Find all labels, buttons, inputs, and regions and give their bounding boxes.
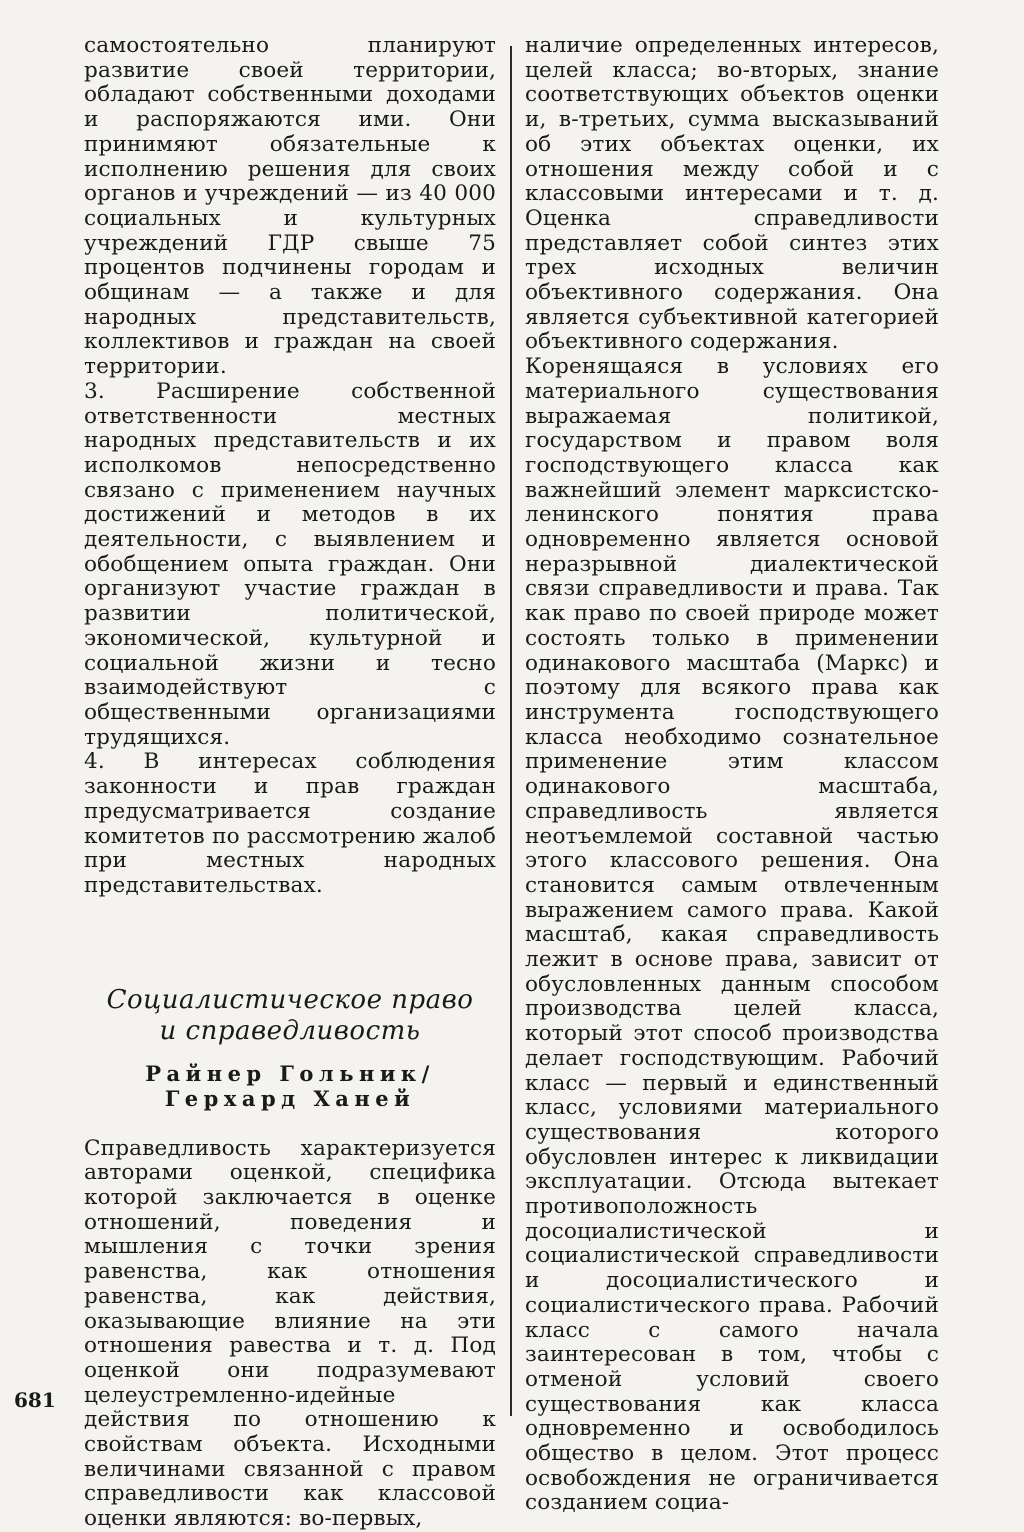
article-authors (84, 1061, 496, 1111)
article-title-line2: и справедливость (159, 1015, 421, 1046)
right-column (525, 34, 939, 1516)
left-column (84, 34, 496, 1532)
right-continuation-paragraph: наличие определенных интересов, целей класса; во-вторых, знание соответствующих объектов оценки и, в-третьих, сумма высказываний об этих объектах оценки, их отношения между собой и с классовыми интересами и т. д. Оценка справедливости представляет собой синтез этих трех исходных величин объективного содержания. Она является субъективной категорией объективного содержания. (525, 33, 939, 355)
page-number: 681 (14, 1388, 56, 1412)
article-heading (84, 985, 496, 1111)
authors-line2: Герхард Ханей (164, 1085, 416, 1111)
left-continuation-paragraph: самостоятельно планируют развитие своей территории, обладают собственными доходами и распоряжаются ими. Они принимяют обязательные к исполнению решения для своих органов и учреждений — из 40 000 социальных и культурных учреждений ГДР свыше 75 процентов подчинены городам и общинам — а также и для народных представительств, коллективов и граждан на своей территории. (84, 33, 496, 380)
list-item-4: 4. В интересах соблюдения законности и прав граждан предусматривается создание комитетов по рассмотрению жалоб при местных народных представительствах. (84, 749, 496, 898)
article-intro-paragraph: Справедливость характеризуется авторами оценкой, специфика которой заключается в оценке отношений, поведения и мышления с точки зрения равенства, как отношения равенства, как действия, оказывающие влияние на эти отношения равества и т. д. Под оценкой они подразумевают целеустремленно-идейные действия по отношению к свойствам объекта. Исходными величинами связанной с правом справедливости как классовой оценки являются: во-первых, (84, 1135, 496, 1532)
column-divider (510, 46, 512, 1416)
article-title-line1: Социалистическое право (106, 984, 474, 1015)
right-main-paragraph: Коренящаяся в условиях его материального существования выражаемая политикой, государством и правом воля господствующего класса как важнейший элемент марксистско-ленинского понятия права одновременно является основой неразрывной диалектической связи справедливости и права. Так как право по своей природе может состоять только в применении одинакового масштаба (Маркс) и поэтому для всякого права как инструмента господствующего класса необходимо сознательное применение этим классом одинакового масштаба, справедливость является неотъемлемой составной частью этого классового решения. Она становится самым отвлеченным выражением самого права. Какой масштаб, какая справедливость лежит в основе права, зависит от обусловленных данным способом производства целей класса, который этот способ производства делает господствующим. Рабочий класс — первый и единственный класс, условиями материального существования которого обусловлен интерес к ликвидации эксплуатации. Отсюда вытекает противоположность досоциалистической и социалистической справедливости и досоциалистического и социалистического права. Рабочий класс с самого начала заинтересован в том, чтобы с отменой условий своего существования как класса одновременно и освободилось общество в целом. Этот процесс освобождения не ограничивается созданием социа- (525, 354, 939, 1516)
authors-line1: Райнер Гольник/ (145, 1060, 435, 1086)
list-item-3: 3. Расширение собственной ответственности местных народных представительств и их исполкомов непосредственно связано с применением научных достижений и методов в их деятельности, с выявлением и обобщением опыта граждан. Они организуют участие граждан в развитии политической, экономической, культурной и социальной жизни и тесно взаимодействуют с общественными организациями трудящихся. (84, 378, 496, 750)
